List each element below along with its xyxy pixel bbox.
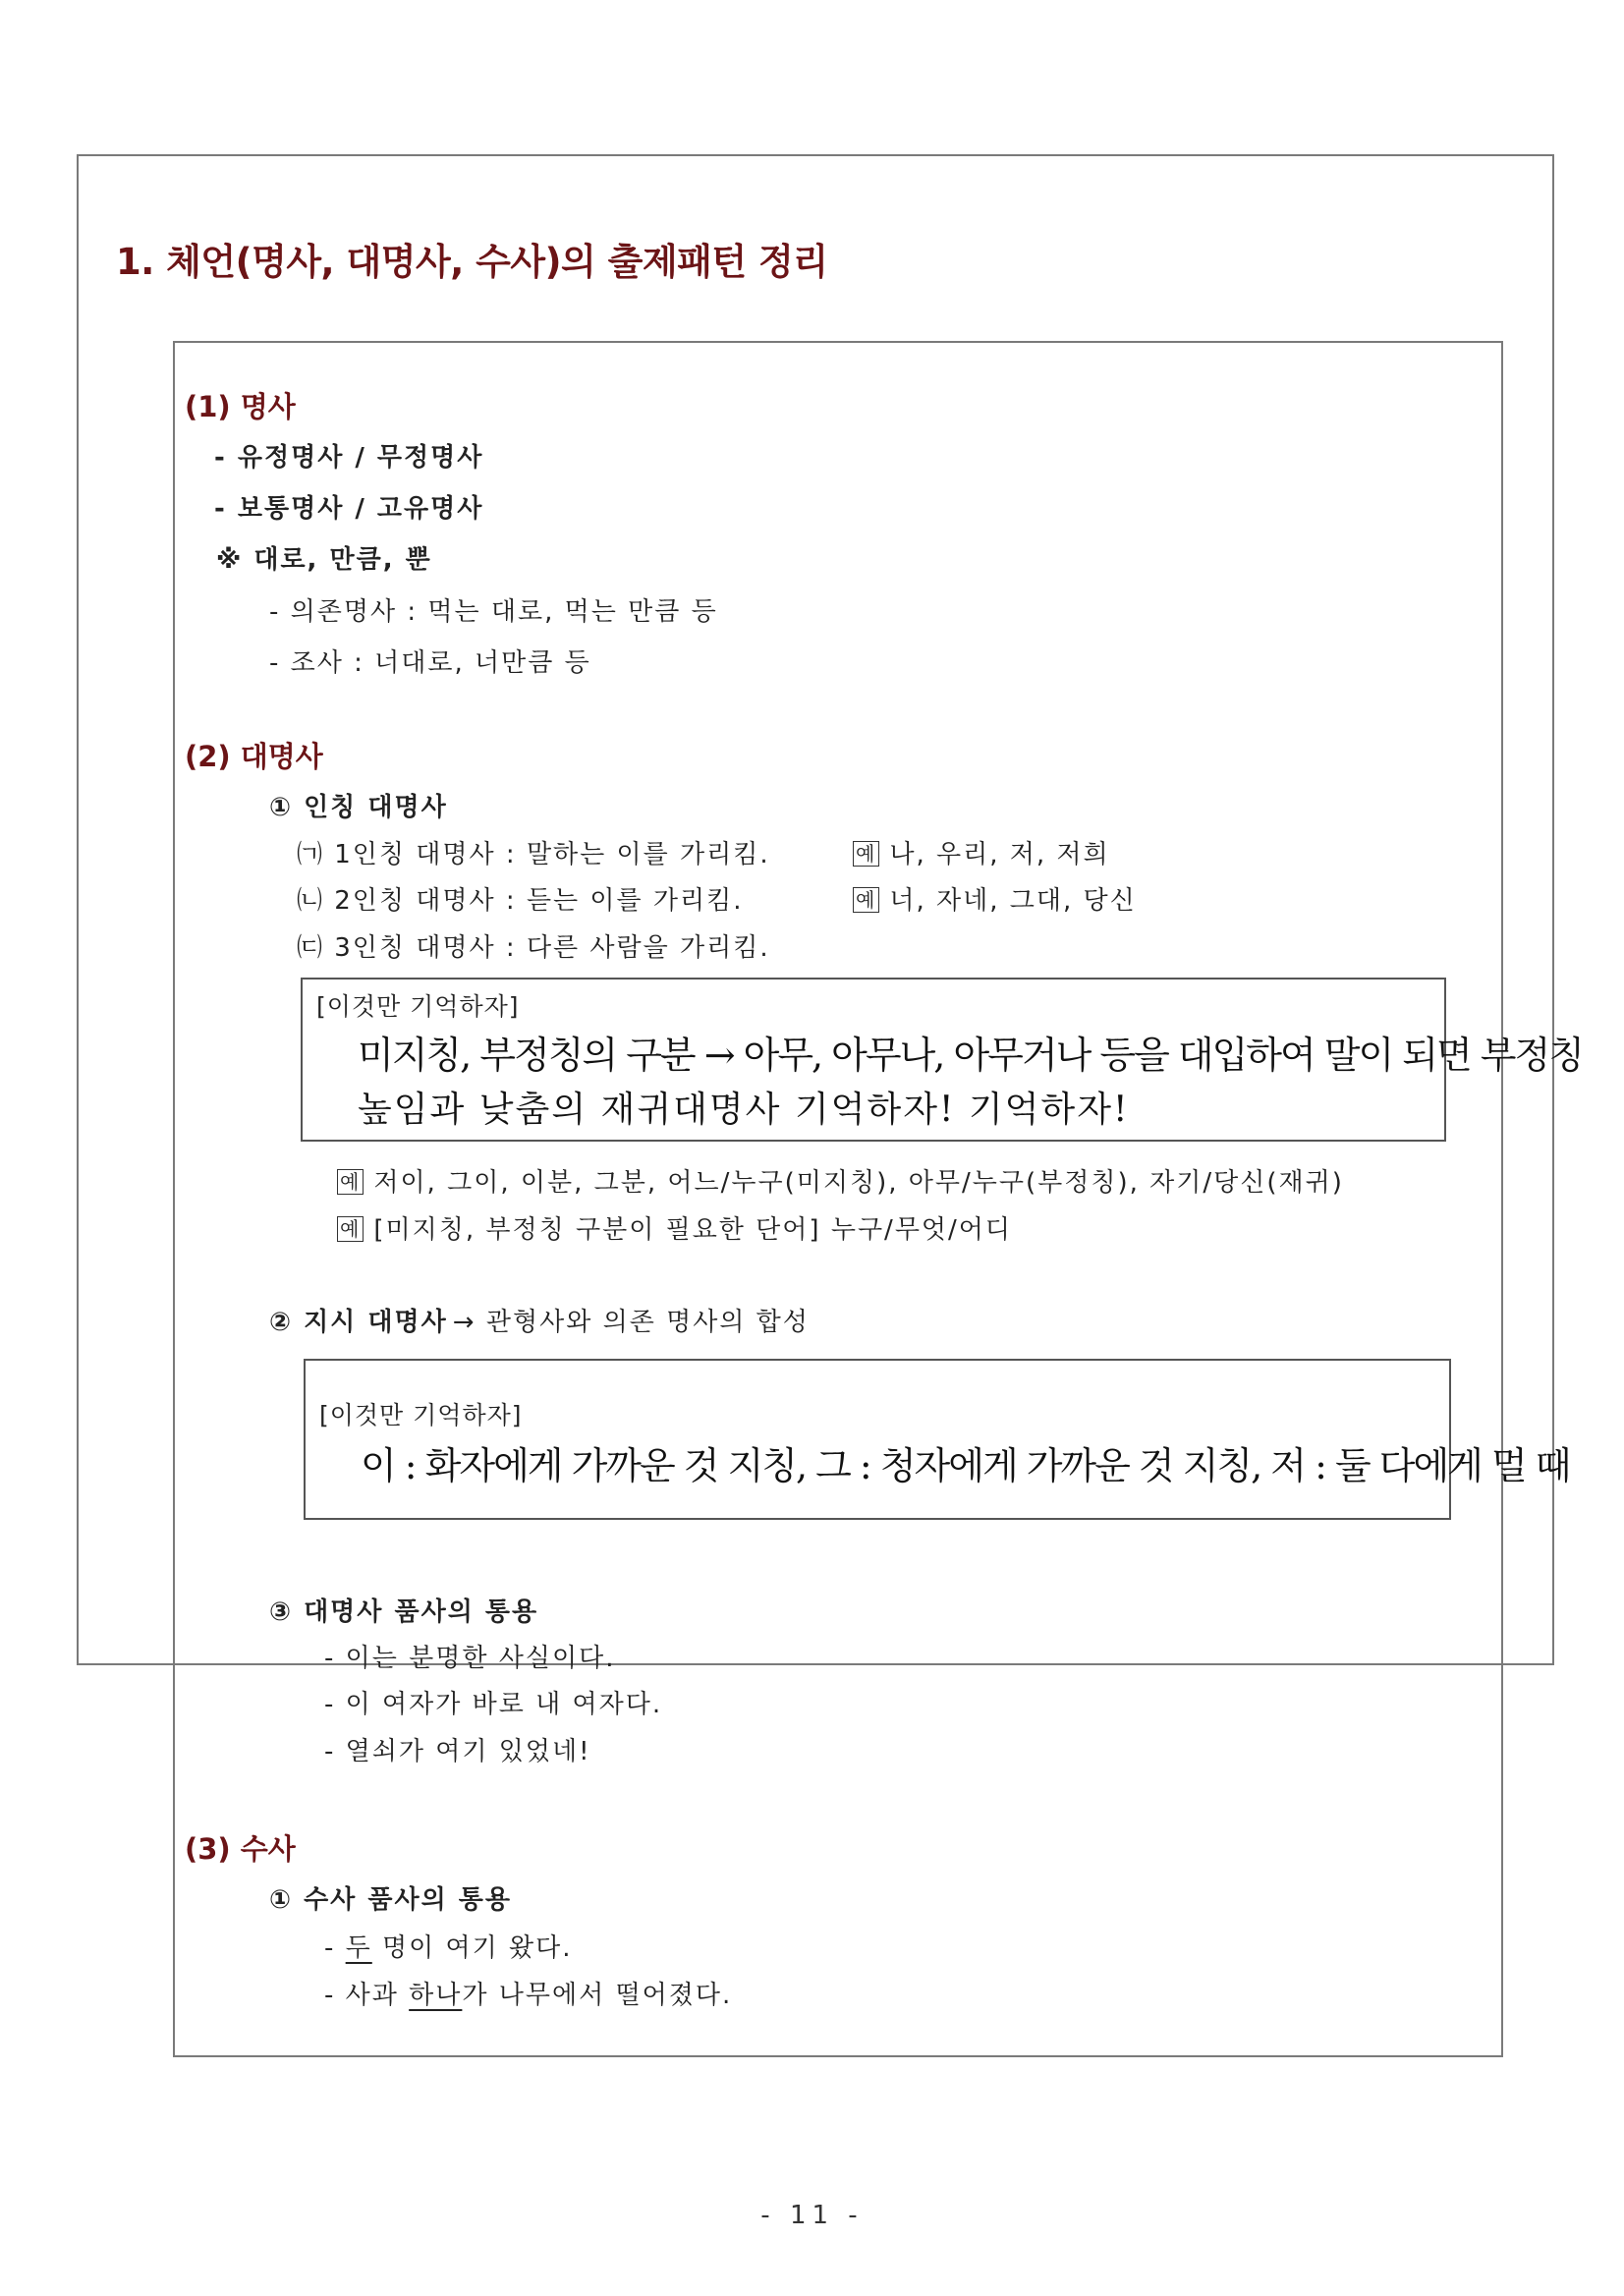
memo-box-1-label: [이것만 기억하자] [316, 992, 520, 1021]
pronoun-example-2-text: [미지칭, 부정칭 구분이 필요한 단어] 누구/무엇/어디 [373, 1215, 1013, 1245]
memo-box-1 [301, 978, 1583, 1142]
noun-line-1: - 유정명사 / 무정명사 [214, 443, 484, 473]
numeral-sentence-1 [324, 1928, 573, 1964]
demonstrative-pronoun-desc: → 관형사와 의존 명사의 합성 [452, 1308, 810, 1337]
section-heading-pronoun: (2) 대명사 [185, 740, 323, 773]
numeral-sentence-2-pre: - 사과 [324, 1981, 410, 2010]
pronoun-usage-1: - 이는 분명한 사실이다. [324, 1644, 616, 1673]
noun-note: ※ 대로, 만큼, 뿐 [216, 545, 432, 575]
section-heading-numeral: (3) 수사 [185, 1832, 296, 1866]
personal-row-1 [297, 834, 770, 870]
page-number: - 11 - [760, 2201, 864, 2230]
example-mark: 예 [853, 887, 879, 913]
personal-row-2-example [853, 880, 1137, 917]
memo-box-2 [304, 1359, 1570, 1520]
pronoun-example-1 [337, 1162, 1344, 1199]
personal-row-2-text: ㈁ 2인칭 대명사 : 듣는 이를 가리킴. [297, 886, 744, 916]
noun-line-2: - 보통명사 / 고유명사 [214, 494, 484, 524]
numeral-sentence-1-post: 명이 여기 왔다. [371, 1933, 573, 1963]
personal-row-1-example [853, 834, 1110, 870]
numeral-sentence-1-pre: - [324, 1933, 346, 1963]
memo-box-2-handwriting: 이 : 화자에게 가까운 것 지칭, 그 : 청자에게 가까운 것 지칭, 저 : 둘 다에게 멀 때 [361, 1444, 1570, 1487]
numeral-sentence-1-underlined: 두 [345, 1933, 372, 1963]
page-title: 1. 체언(명사, 대명사, 수사)의 출제패턴 정리 [116, 241, 828, 283]
personal-row-2-example-text: 너, 자네, 그대, 당신 [889, 886, 1137, 916]
pronoun-example-2 [337, 1209, 1012, 1246]
noun-sub-2: - 조사 : 너대로, 너만큼 등 [269, 648, 591, 678]
personal-pronoun-title: ① 인칭 대명사 [269, 793, 448, 822]
memo-box-1-handwriting-2: 높임과 낮춤의 재귀대명사 기억하자! 기억하자! [358, 1090, 1130, 1130]
pronoun-usage-2: - 이 여자가 바로 내 여자다. [324, 1690, 663, 1719]
numeral-sentence-2-underlined: 하나 [409, 1981, 463, 2010]
memo-box-2-label: [이것만 기억하자] [319, 1401, 523, 1429]
noun-sub-1: - 의존명사 : 먹는 대로, 먹는 만큼 등 [269, 597, 718, 627]
pronoun-usage-3: - 열쇠가 여기 있었네! [324, 1737, 591, 1766]
personal-row-1-example-text: 나, 우리, 저, 저희 [889, 840, 1110, 869]
demonstrative-pronoun-title: ② 지시 대명사 [269, 1308, 448, 1337]
numeral-sentence-2 [324, 1975, 732, 2011]
pronoun-example-1-text: 저이, 그이, 이분, 그분, 어느/누구(미지칭), 아무/누구(부정칭), 자기/당신(재귀) [373, 1168, 1344, 1198]
section-heading-noun: (1) 명사 [185, 390, 296, 423]
numeral-usage-title: ① 수사 품사의 통용 [269, 1885, 512, 1915]
example-mark: 예 [853, 841, 879, 867]
demonstrative-pronoun-line [269, 1302, 810, 1338]
example-mark: 예 [337, 1216, 364, 1242]
numeral-sentence-2-post: 가 나무에서 떨어졌다. [462, 1981, 733, 2010]
personal-row-2 [297, 880, 744, 917]
personal-row-1-text: ㈀ 1인칭 대명사 : 말하는 이를 가리킴. [297, 840, 770, 869]
example-mark: 예 [337, 1169, 364, 1195]
pronoun-usage-title: ③ 대명사 품사의 통용 [269, 1597, 539, 1627]
memo-box-1-handwriting-1: 미지칭, 부정칭의 구분 → 아무, 아무나, 아무거나 등을 대입하여 말이 되면 부정칭 [358, 1034, 1583, 1077]
personal-row-3: ㈂ 3인칭 대명사 : 다른 사람을 가리킴. [297, 933, 770, 963]
